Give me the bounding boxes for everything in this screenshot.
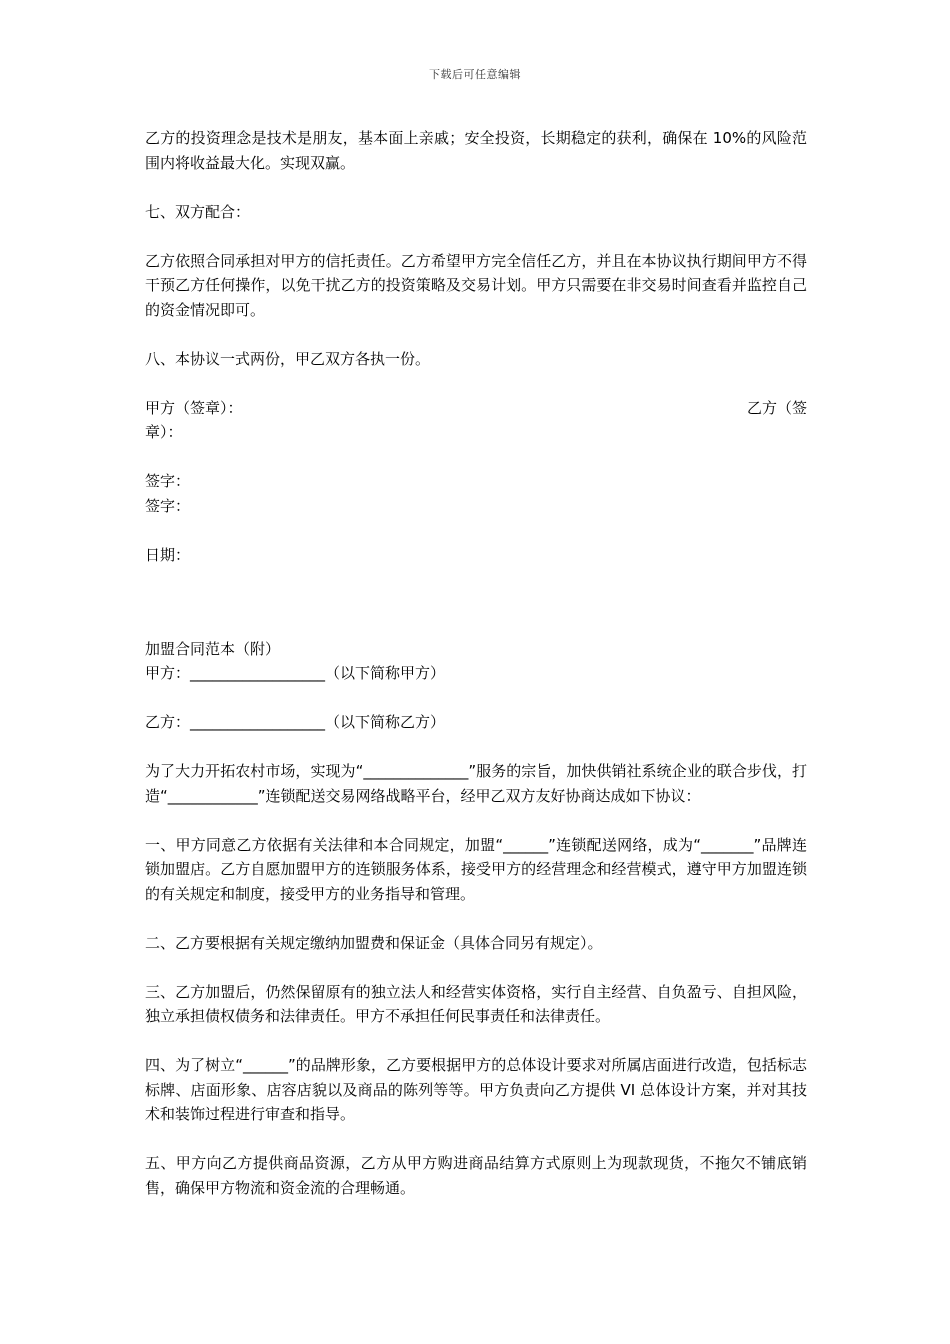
signature-row [145, 396, 807, 421]
contract-clause-4: 四、为了树立“______”的品牌形象，乙方要根据甲方的总体设计要求对所属店面进行改造，包括标志标牌、店面形象、店容店貌以及商品的陈列等等。甲方负责向乙方提供 VI 总体设计方案，并对其技术和装饰过程进行审查和指导。 [145, 1056, 807, 1123]
contract-title: 加盟合同范本（附） [145, 639, 281, 658]
spacer [145, 592, 807, 637]
contract-party-a: 甲方：__________________（以下简称甲方） [145, 664, 446, 682]
section-heading-cooperation: 七、双方配合： [145, 202, 251, 221]
contract-clause-1: 一、甲方同意乙方依据有关法律和本合同规定，加盟“______”连锁配送网络，成为“_______”品牌连锁加盟店。乙方自愿加盟甲方的连锁服务体系，接受甲方的经营理念和经营模式，遵守甲方加盟连锁的有关规定和制度，接受甲方的业务指导和管理。 [145, 835, 807, 903]
contract-party-b: 乙方：__________________（以下简称乙方） [145, 713, 446, 731]
document-body [145, 126, 807, 1225]
contract-intro: 为了大力开拓农村市场，实现为“______________”服务的宗旨，加快供销社系统企业的联合步伐，打造“____________”连锁配送交易网络战略平台，经甲乙双方友好协商达成如下协议： [145, 762, 807, 805]
contract-clause-5: 五、甲方向乙方提供商品资源，乙方从甲方购进商品结算方式原则上为现款现货，不拖欠不铺底销售，确保甲方物流和资金流的合理畅通。 [145, 1154, 807, 1197]
party-b-signature-label-continued: 章）： [145, 423, 183, 441]
sign-label-2: 签字： [145, 496, 191, 515]
paragraph-investment-philosophy: 乙方的投资理念是技术是朋友，基本面上亲戚；安全投资，长期稳定的获利，确保在 10%的风险范围内将收益最大化。实现双赢。 [145, 129, 807, 172]
date-label: 日期： [145, 545, 191, 564]
sign-label-1: 签字： [145, 472, 191, 490]
page-header: 下载后可任意编辑 [429, 68, 521, 81]
party-b-signature-label: 乙方（签 [746, 398, 807, 417]
party-a-signature-label: 甲方（签章）： [145, 398, 243, 417]
paragraph-cooperation: 乙方依照合同承担对甲方的信托责任。乙方希望甲方完全信任乙方，并且在本协议执行期间甲方不得干预乙方任何操作，以免干扰乙方的投资策略及交易计划。甲方只需要在非交易时间查看并监控自己的资金情况即可。 [145, 251, 807, 319]
paragraph-copies: 八、本协议一式两份，甲乙双方各执一份。 [145, 349, 431, 368]
contract-clause-2: 二、乙方要根据有关规定缴纳加盟费和保证金（具体合同另有规定）。 [145, 933, 603, 952]
contract-clause-3: 三、乙方加盟后，仍然保留原有的独立法人和经营实体资格，实行自主经营、自负盈亏、自担风险，独立承担债权债务和法律责任。甲方不承担任何民事责任和法律责任。 [145, 982, 807, 1025]
